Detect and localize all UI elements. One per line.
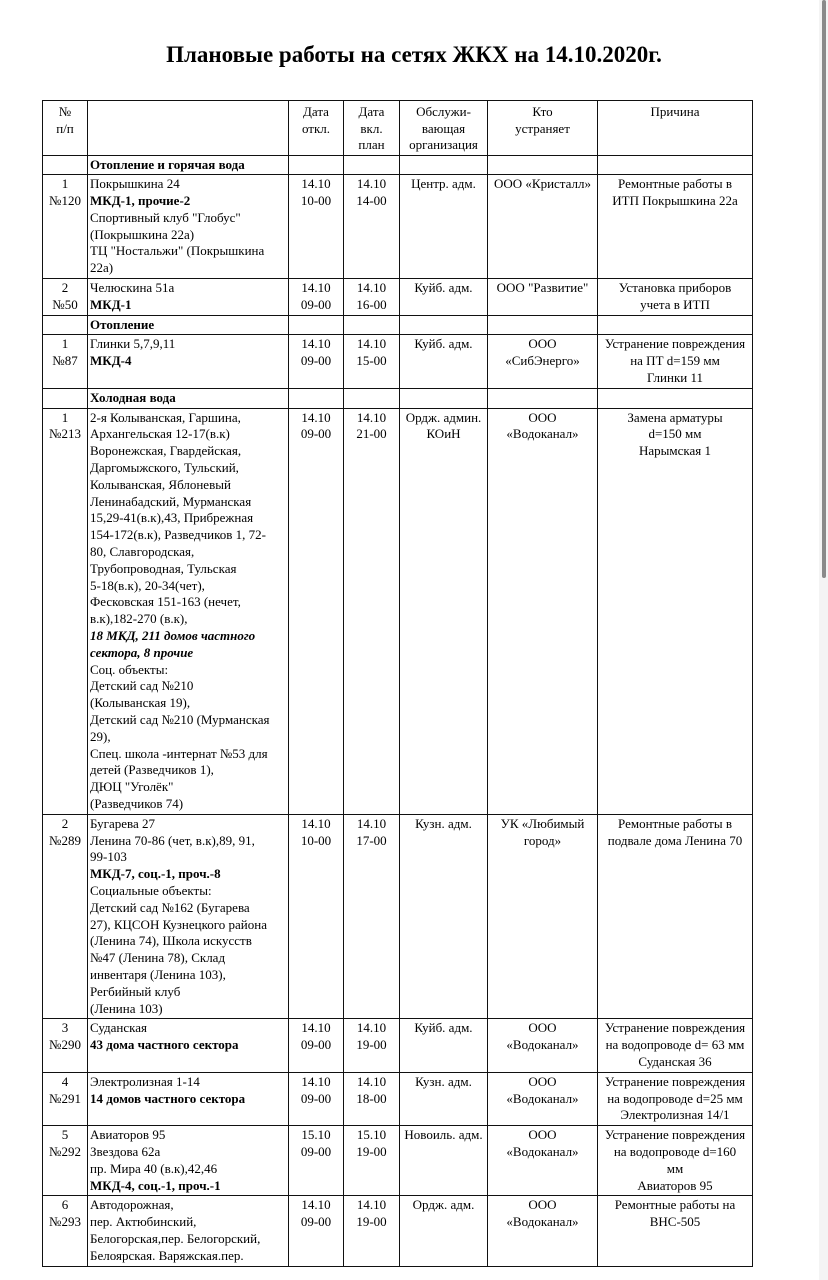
address-cell: Покрышкина 24 МКД-1, прочие-2 Спортивный клуб "Глобус" (Покрышкина 22а) ТЦ "Ностальжи" (Покрышкина 22а): [88, 175, 289, 279]
section-row: [43, 155, 753, 175]
table-header-row: [43, 101, 753, 156]
scrollbar-thumb[interactable]: [822, 0, 826, 578]
header-fixer: Кто устраняет: [488, 101, 598, 156]
address-cell: Бугарева 27 Ленина 70-86 (чет, в.к),89, 91, 99-103 МКД-7, соц.-1, проч.-8 Социальные объекты: Детский сад №162 (Бугарева 27), КЦСОН Кузнецкого района (Ленина 74), Школа искусств №47 (Ленина 78), Склад инвентаря (Ленина 103), Регбийный клуб (Ленина 103): [88, 814, 289, 1019]
header-num: № п/п: [43, 101, 88, 156]
header-org: Обслужи- вающая организация: [400, 101, 488, 156]
address-cell: Авиаторов 95 Звездова 62а пр. Мира 40 (в.к),42,46 МКД-4, соц.-1, проч.-1: [88, 1126, 289, 1196]
table-row: 2 №50 Челюскина 51а МКД-1 14.10 09-00 14.10 16-00 Куйб. адм. ООО "Развитие" Установка приборов учета в ИТП: [43, 279, 753, 316]
section-row: [43, 388, 753, 408]
address-cell: Челюскина 51а МКД-1: [88, 279, 289, 316]
scrollbar-track[interactable]: [819, 0, 828, 1280]
table-row: 1 №213 2-я Колыванская, Гаршина, Архангельская 12-17(в.к) Воронежская, Гвардейская, Даргомыжского, Тульский, Колыванская, Яблоневый Ленинабадский, Мурманская 15,29-41(в.к),43, Прибрежная 154-172(в.к), Разведчиков 1, 72- 80, Славгородская, Трубопроводная, Тульская 5-18(в.к), 20-34(чет), Фесковская 151-163 (нечет, в.к),182-270 (в.к), 18 МКД, 211 домов частного сектора, 8 прочие Соц. объекты: Детский сад №210 (Колыванская 19), Детский сад №210 (Мурманская 29), Спец. школа -интернат №53 для детей (Разведчиков 1), ДЮЦ "Уголёк" (Разведчиков 74) 14.10 09-00 14.10 21-00 Ордж. админ. КОиН ООО «Водоканал» Замена арматуры d=150 мм Нарымская 1: [43, 408, 753, 814]
table-row: 5 №292 Авиаторов 95 Звездова 62а пр. Мира 40 (в.к),42,46 МКД-4, соц.-1, проч.-1 15.10 09-00 15.10 19-00 Новоиль. адм. ООО «Водоканал» Устранение повреждения на водопроводе d=160 мм Авиаторов 95: [43, 1126, 753, 1196]
section-cold-water: Холодная вода: [88, 388, 289, 408]
header-date-on: Дата вкл. план: [344, 101, 400, 156]
address-cell: 2-я Колыванская, Гаршина, Архангельская 12-17(в.к) Воронежская, Гвардейская, Даргомыжского, Тульский, Колыванская, Яблоневый Ленинабадский, Мурманская 15,29-41(в.к),43, Прибрежная 154-172(в.к), Разведчиков 1, 72- 80, Славгородская, Трубопроводная, Тульская 5-18(в.к), 20-34(чет), Фесковская 151-163 (нечет, в.к),182-270 (в.к), 18 МКД, 211 домов частного сектора, 8 прочие Соц. объекты: Детский сад №210 (Колыванская 19), Детский сад №210 (Мурманская 29), Спец. школа -интернат №53 для детей (Разведчиков 1), ДЮЦ "Уголёк" (Разведчиков 74): [88, 408, 289, 814]
planned-works-table: [42, 100, 753, 1267]
table-row: 4 №291 Электролизная 1-14 14 домов частного сектора 14.10 09-00 14.10 18-00 Кузн. адм. ООО «Водоканал» Устранение повреждения на водопроводе d=25 мм Электролизная 14/1: [43, 1072, 753, 1125]
table-row: 3 №290 Суданская 43 дома частного сектора 14.10 09-00 14.10 19-00 Куйб. адм. ООО «Водоканал» Устранение повреждения на водопроводе d= 63 мм Суданская 36: [43, 1019, 753, 1072]
address-cell: Глинки 5,7,9,11 МКД-4: [88, 335, 289, 388]
section-heating-hot-water: Отопление и горячая вода: [88, 155, 289, 175]
header-address: [88, 101, 289, 156]
header-date-off: Дата откл.: [289, 101, 344, 156]
table-row: 2 №289 Бугарева 27 Ленина 70-86 (чет, в.к),89, 91, 99-103 МКД-7, соц.-1, проч.-8 Социальные объекты: Детский сад №162 (Бугарева 27), КЦСОН Кузнецкого района (Ленина 74), Школа искусств №47 (Ленина 78), Склад инвентаря (Ленина 103), Регбийный клуб (Ленина 103) 14.10 10-00 14.10 17-00 Кузн. адм. УК «Любимый город» Ремонтные работы в подвале дома Ленина 70: [43, 814, 753, 1019]
address-cell: Электролизная 1-14 14 домов частного сектора: [88, 1072, 289, 1125]
header-reason: Причина: [598, 101, 753, 156]
address-cell: Автодорожная, пер. Актюбинский, Белогорская,пер. Белогорский, Белоярская. Варяжская.пер.: [88, 1196, 289, 1266]
address-cell: Суданская 43 дома частного сектора: [88, 1019, 289, 1072]
section-row: [43, 315, 753, 335]
table-row: 1 №87 Глинки 5,7,9,11 МКД-4 14.10 09-00 14.10 15-00 Куйб. адм. ООО «СибЭнерго» Устранение повреждения на ПТ d=159 мм Глинки 11: [43, 335, 753, 388]
section-heating: Отопление: [88, 315, 289, 335]
page-title: Плановые работы на сетях ЖКХ на 14.10.2020г.: [166, 42, 662, 67]
table-row: 6 №293 Автодорожная, пер. Актюбинский, Белогорская,пер. Белогорский, Белоярская. Варяжская.пер. 14.10 09-00 14.10 19-00 Ордж. адм. ООО «Водоканал» Ремонтные работы на ВНС-505: [43, 1196, 753, 1266]
table-row: 1 №120 Покрышкина 24 МКД-1, прочие-2 Спортивный клуб "Глобус" (Покрышкина 22а) ТЦ "Ностальжи" (Покрышкина 22а) 14.10 10-00 14.10 14-00 Центр. адм. ООО «Кристалл» Ремонтные работы в ИТП Покрышкина 22а: [43, 175, 753, 279]
